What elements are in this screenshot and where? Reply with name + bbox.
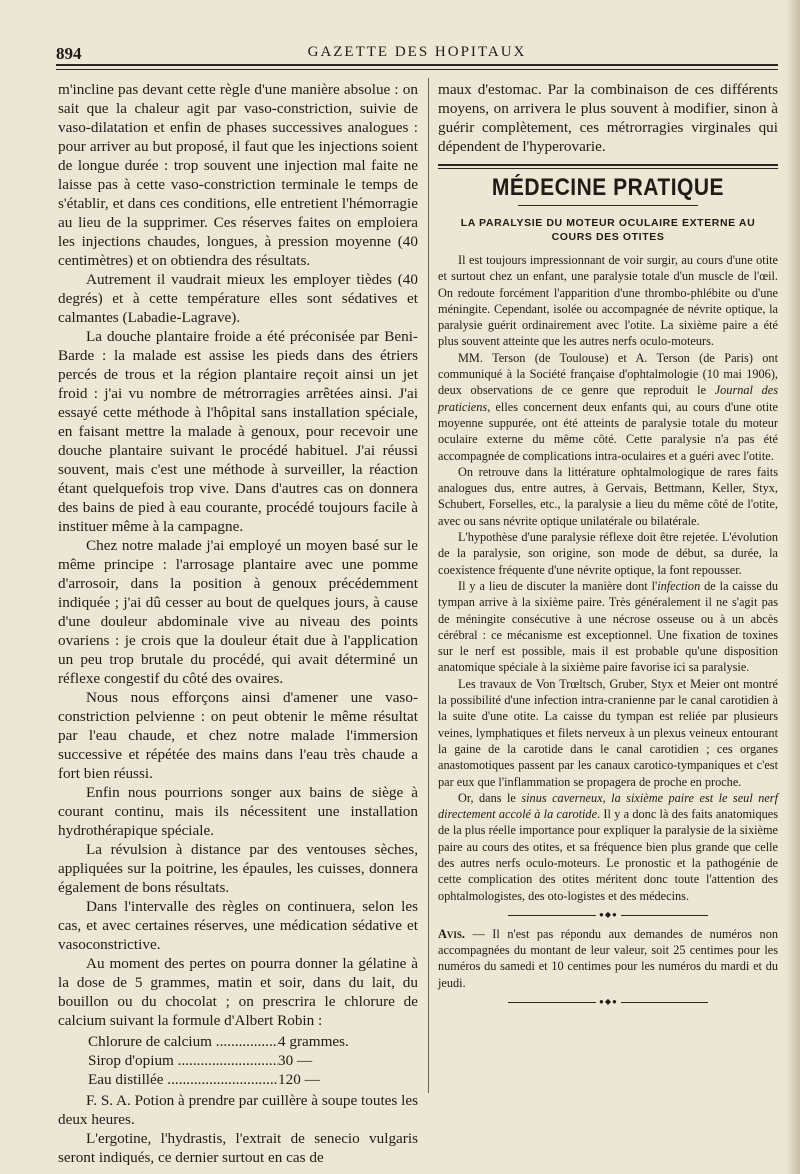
journal-name: Journal des praticiens — [438, 383, 778, 414]
paragraph: Dans l'intervalle des règles on continuera, selon les cas, et avec certaines réserves, une médication sédative et vasoconstrictive. — [58, 898, 418, 953]
paragraph: Au moment des pertes on pourra donner la gélatine à la dose de 5 grammes, matin et soir, dans du lait, du bouillon ou du chocolat ; on prescrira le chlorure de calcium suivant la formule d'Albert Robin : — [58, 955, 418, 1029]
formula-quantity: 120 — — [278, 1071, 320, 1088]
notice-label: Avis. — [438, 926, 465, 941]
section-rule-double — [438, 164, 778, 169]
formula-quantity: 30 — — [278, 1052, 313, 1069]
emphasis: sinus caverneux, la sixième paire est le seul nerf directement accolé à la carotide — [438, 790, 779, 822]
notice-paragraph — [438, 926, 778, 991]
text-run: MM. Terson (de Toulouse) et A. Terson (de Paris) ont communiqué à la Société française d'ophtalmologie (10 mai 1906), deux observations de ce genre que reproduit le — [438, 350, 778, 398]
paragraph-continued: maux d'estomac. Par la combinaison de ces différents moyens, on arrivera le plus souvent à modifier, sinon à guérir complètement, ces métrorragies virginales qui dépendent de l'hyperovarie. — [438, 81, 778, 155]
ornament-divider: ●◆● — [508, 997, 708, 1007]
formula-row — [88, 1070, 368, 1089]
section-title: MÉDECINE PRATIQUE — [491, 174, 725, 201]
section-rule — [518, 205, 698, 206]
paragraph: Enfin nous pourrions songer aux bains de siège à courant continu, mais ils nécessitent une installation hydrothérapique spéciale. — [58, 784, 418, 839]
paragraph — [438, 790, 778, 904]
formula-row — [88, 1032, 368, 1051]
text-run: de la caisse du tympan arrive à la sixième paire. Très généralement il ne s'agit pas de méningite consécutive à une nécrose osseuse ou à un abcès cérébral : ce mécanisme est exceptionnel. Une fixation de toxines sur le nerf est possible, mais il est probable qu'une disposition anatomique spéciale à la sixième paire favorise ici sa paralysie. — [438, 578, 778, 675]
formula-ingredient: Eau distillée ..... — [88, 1070, 278, 1089]
paragraph: Les travaux de Von Trœltsch, Gruber, Styx et Meier ont montré la possibilité d'une infection intra-cranienne par le canal carotidien à la suite d'une otite. La caisse du tympan est reliée par plusieurs veines, lymphatiques et filets nerveux à un plexus veineux entourant la gaine de la carotide dans le canal carotidien ; ces organes anastomotiques passent par les canaux carotico-tympaniques et c'est par eux que l'inflammation se propagera de proche en proche. — [438, 676, 778, 789]
paragraph: F. S. A. Potion à prendre par cuillère à soupe toutes les deux heures. — [58, 1092, 418, 1128]
notice-text: — Il n'est pas répondu aux demandes de numéros non accompagnées du montant de leur valeur, soit 25 centimes pour les numéros du samedi et 10 centimes pour les numéros du mardi et du jeudi. — [438, 926, 778, 990]
text-run: , elles concernent deux enfants qui, au cours d'une otite moyenne suppurée, ont été atteints de paralysie totale du moteur oculaire externe du même côté. Cette paralysie n'a pas été accompagnée de complications intra-oculaires et a guéri avec l'otite. — [438, 399, 778, 463]
header-rule-thin — [56, 69, 778, 70]
paragraph: Autrement il vaudrait mieux les employer tièdes (40 degrés) et à cette température elles sont sédatives et calmantes (Labadie-Lagrave). — [58, 271, 418, 326]
formula-quantity: 4 grammes. — [278, 1033, 349, 1050]
page-number: 894 — [56, 44, 82, 63]
paragraph: L'ergotine, l'hydrastis, l'extrait de senecio vulgaris seront indiqués, ce dernier surtout en cas de — [58, 1130, 418, 1166]
paragraph — [438, 578, 778, 676]
formula-ingredient: Chlorure de calcium ..... — [88, 1032, 278, 1051]
left-column — [58, 80, 418, 1167]
emphasis: infection — [657, 578, 701, 593]
ornament-divider: ●◆● — [508, 910, 708, 920]
paragraph — [438, 350, 778, 464]
page-edge-shadow — [786, 0, 800, 1174]
paragraph: Nous nous efforçons ainsi d'amener une vaso-constriction pelvienne : on peut obtenir le même résultat par l'eau chaude, et chez notre malade l'immersion successive et répétée des mains dans l'eau très chaude a fort bien réussi. — [58, 689, 418, 782]
paragraph: L'hypothèse d'une paralysie réflexe doit être rejetée. L'évolution de la paralysie, son origine, son mode de début, sa durée, la coexistence fréquente d'une névrite optique, la font repousser. — [438, 530, 778, 577]
paragraph: On retrouve dans la littérature ophtalmologique de rares faits analogues dus, entre autres, à Gervais, Bettmann, Keller, Styx, Schubert, Forselles, etc., la paralysie a lieu du même côté de l'otite, avec ou sans névrite optique unilatérale ou bilatérale. — [438, 464, 778, 528]
formula-ingredient: Sirop d'opium ..... — [88, 1051, 278, 1070]
text-run: Il y a lieu de discuter la manière dont l' — [458, 578, 658, 593]
text-run: . Il y a donc là des faits anatomiques de la plus réelle importance pour expliquer la paralysie de la sixième paire au cours des otites, et sa fréquence bien plus grande que celle des autres nerfs oculo-moteurs. Le pronostic et la pathogénie de cette complication des otites méritent donc toute l'attention des ophtalmologistes, des oto-logistes et des médecins. — [438, 807, 778, 903]
right-column — [438, 80, 778, 1013]
header-rule — [56, 64, 778, 66]
paragraph: Chez notre malade j'ai employé un moyen basé sur le même principe : l'arrosage plantaire avec une pomme d'arrosoir, dans la position à genoux précédemment indiquée ; j'ai dû cesser au bout de quelques jours, à cause d'une douleur abdominale vive au niveau des points ovariens : je crois que la douleur était due à l'application un peu trop brutale du procédé, qui avait déterminé un réflexe congestif du côté des ovaires. — [58, 537, 418, 687]
paragraph: La douche plantaire froide a été préconisée par Beni-Barde : la malade est assise les pieds dans des étriers percés de trous et la région plantaire reçoit ainsi un jet froid : j'ai vu nombre de métrorragies arrêtées ainsi. J'ai essayé cette méthode à l'hôpital sans installation spéciale, en faisant mettre la malade à genoux, pour recevoir une douche plantaire suivant le procédé habituel. J'ai réussi souvent, mais c'est une méthode à surveiller, la réaction étant quelquefois trop vive. Dans d'autres cas on donnera des bains de pied à eau courante, procédé toujours facile à instituer même à la campagne. — [58, 328, 418, 535]
running-title: GAZETTE DES HOPITAUX — [307, 44, 527, 60]
article-title: LA PARALYSIE DU MOTEUR OCULAIRE EXTERNE AU COURS DES OTITES — [460, 217, 756, 243]
prescription-formula — [88, 1032, 418, 1089]
paragraph: La révulsion à distance par des ventouses sèches, appliquées sur la poitrine, les épaules, les cuisses, donnera également de bons résultats. — [58, 841, 418, 896]
formula-row — [88, 1051, 368, 1070]
paragraph: Il est toujours impressionnant de voir surgir, au cours d'une otite et surtout chez un enfant, une paralysie totale d'un muscle de l'œil. On redoute forcément l'apparition d'une thrombo-phlébite ou d'une méningite. Cependant, isolée ou accompagnée de névrite optique, la paralysie guérit ordinairement avec l'otite. La sixième paire a été plus souvent atteinte que les autres nerfs oculo-moteurs. — [438, 253, 778, 349]
text-run: Or, dans le — [458, 790, 522, 805]
column-divider — [428, 78, 429, 1093]
paragraph: m'incline pas devant cette règle d'une manière absolue : on sait que la chaleur agit par vaso-constriction, suivie de vaso-dilatation et enfin de phases successives analogues : pour arriver au but proposé, il faut que les injections soient de longue durée : trop souvent une injection mal faite ne laisse pas à cette vaso-constriction terminale le temps de s'établir, et dans ces conditions, elle entretient l'hémorragie au lieu de la supprimer. Ces réserves faites on emploiera les injections chaudes, longues, à pression moyenne (40 centimètres) et on obtiendra des résultats. — [58, 81, 418, 269]
